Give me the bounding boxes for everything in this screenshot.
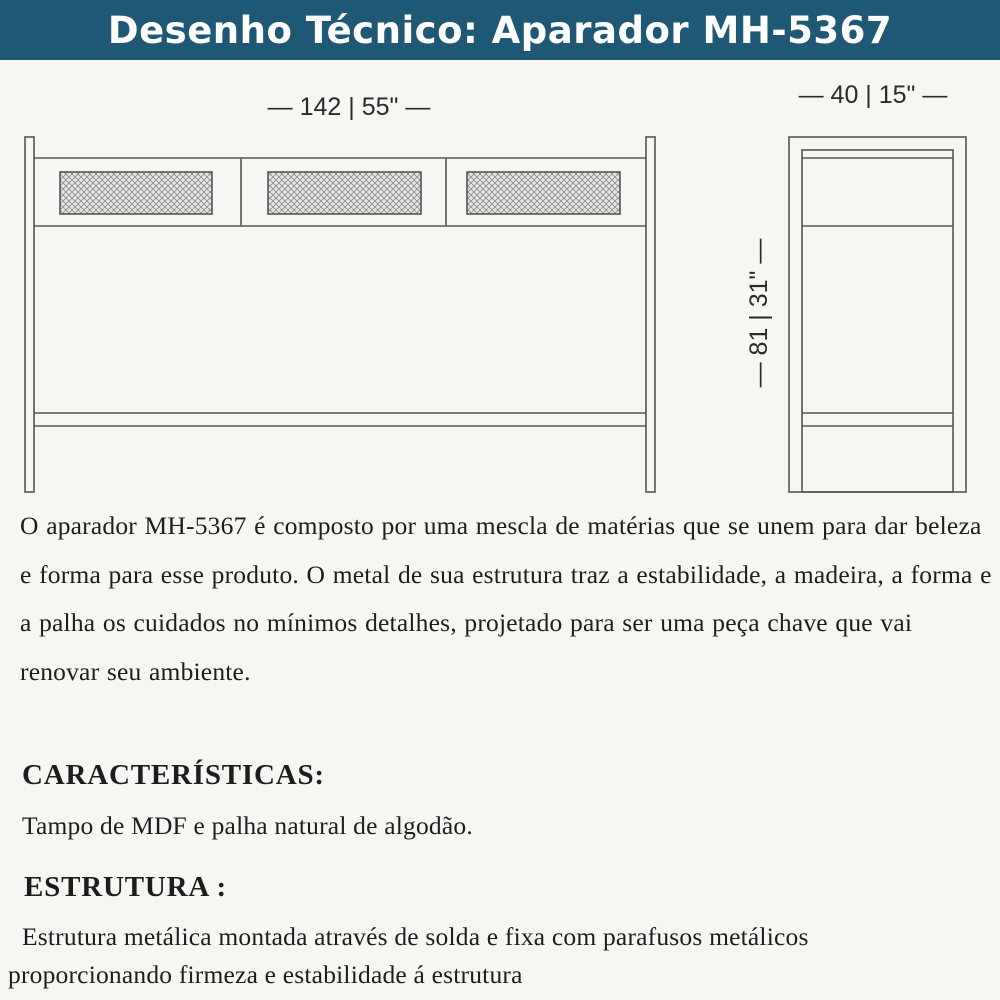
height-dimension: — 81 | 31" — bbox=[745, 238, 773, 388]
depth-dimension: — 40 | 15" — bbox=[798, 81, 948, 109]
description-paragraph: O aparador MH-5367 é composto por uma mescla de matérias que se unem para dar beleza e forma para esse produto. O metal de sua estrutura traz a estabilidade, a madeira, a forma e a palha os cuidados no mínimos detalhes, projetado para ser uma peça chave que vai renovar seu ambiente. bbox=[20, 511, 992, 686]
width-dimension: — 142 | 55" — bbox=[267, 93, 431, 121]
estrutura-text-line-1: Estrutura metálica montada através de solda e fixa com parafusos metálicos bbox=[22, 922, 809, 951]
front-view bbox=[25, 137, 655, 492]
caracteristicas-heading: CARACTERÍSTICAS: bbox=[22, 759, 325, 791]
caracteristicas-text: Tampo de MDF e palha natural de algodão. bbox=[22, 811, 473, 840]
cane-panel bbox=[268, 172, 421, 214]
side-view bbox=[789, 137, 966, 492]
cane-panel bbox=[467, 172, 620, 214]
right-leg bbox=[646, 137, 655, 492]
cane-panel bbox=[60, 172, 212, 214]
title-banner bbox=[0, 0, 1000, 60]
estrutura-text-line-2: proporcionando firmeza e estabilidade á estrutura bbox=[8, 960, 523, 989]
estrutura-heading: ESTRUTURA : bbox=[24, 871, 227, 903]
technical-drawing bbox=[0, 60, 1000, 500]
page-title: Desenho Técnico: Aparador MH-5367 bbox=[107, 8, 893, 52]
left-leg bbox=[25, 137, 34, 492]
